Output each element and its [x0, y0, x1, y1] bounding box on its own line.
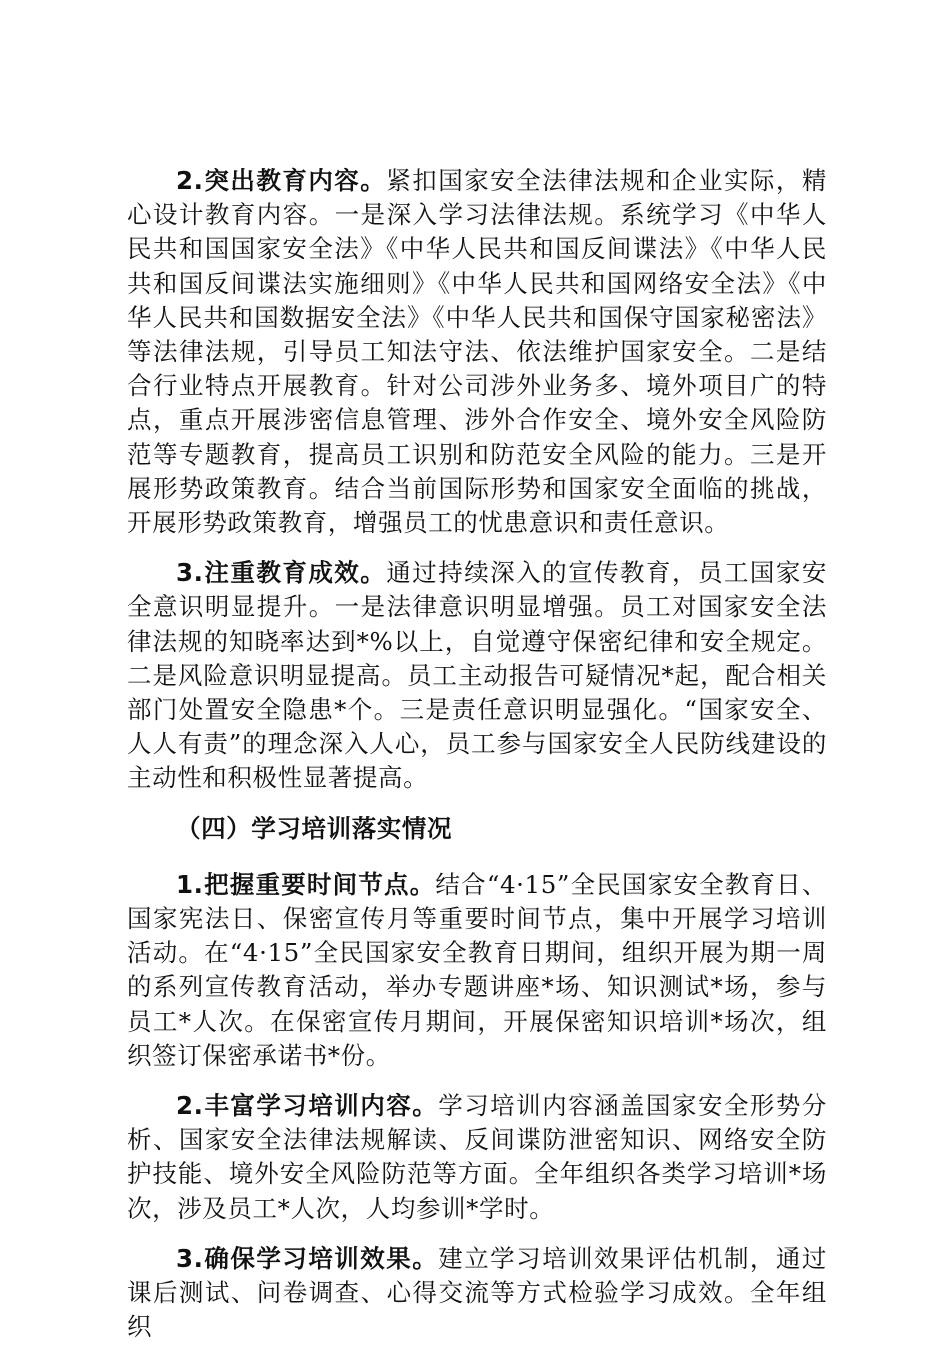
paragraph-body: 学习培训内容涵盖国家安全形势分析、国家安全法律法规解读、反间谍防泄密知识、网络安全防护技能、境外安全风险防范等方面。全年组织各类学习培训*场次，涉及员工*人次，人均参训*学时。	[127, 1091, 827, 1223]
paragraph-body: 结合“4·15”全民国家安全教育日、国家宪法日、保密宣传月等重要时间节点，集中开展学习培训活动。在“4·15”全民国家安全教育日期间，组织开展为期一周的系列宣传教育活动，举办专题讲座*场、知识测试*场，参与员工*人次。在保密宣传月期间，开展保密知识培训*场次，组织签订保密承诺书*份。	[127, 869, 827, 1070]
paragraph-lead: 2.丰富学习培训内容。	[176, 1091, 439, 1121]
paragraph-body: 通过持续深入的宣传教育，员工国家安全意识明显提升。一是法律意识明显增强。员工对国家安全法律法规的知晓率达到*%以上，自觉遵守保密纪律和安全规定。二是风险意识明显提高。员工主动报告可疑情况*起，配合相关部门处置安全隐患*个。三是责任意识明显强化。“国家安全、人人有责”的理念深入人心，员工参与国家安全人民防线建设的主动性和积极性显著提高。	[127, 558, 827, 793]
document-page	[127, 164, 827, 1361]
paragraph-lead: 1.把握重要时间节点。	[176, 869, 436, 899]
paragraph-training-content	[127, 1089, 827, 1226]
paragraph-lead: 3.注重教育成效。	[176, 558, 387, 588]
paragraph-key-dates	[127, 868, 827, 1073]
section-heading: （四）学习培训落实情况	[176, 813, 453, 843]
paragraph-body: 建立学习培训效果评估机制，通过课后测试、问卷调查、心得交流等方式检验学习成效。全年组织	[127, 1243, 827, 1342]
paragraph-training-effect	[127, 1242, 827, 1345]
paragraph-lead: 2.突出教育内容。	[176, 166, 387, 195]
paragraph-body: 紧扣国家安全法律法规和企业实际，精心设计教育内容。一是深入学习法律法规。系统学习《中华人民共和国国家安全法》《中华人民共和国反间谍法》《中华人民共和国反间谍法实施细则》《中华人民共和国网络安全法》《中华人民共和国数据安全法》《中华人民共和国保守国家秘密法》等法律法规，引导员工知法守法、依法维护国家安全。二是结合行业特点开展教育。针对公司涉外业务多、境外项目广的特点，重点开展涉密信息管理、涉外合作安全、境外安全风险防范等专题教育，提高员工识别和防范安全风险的能力。三是开展形势政策教育。结合当前国际形势和国家安全面临的挑战，开展形势政策教育，增强员工的忧患意识和责任意识。	[127, 166, 827, 538]
paragraph-education-results	[127, 556, 827, 795]
paragraph-education-content	[127, 164, 827, 540]
paragraph-lead: 3.确保学习培训效果。	[176, 1243, 439, 1273]
